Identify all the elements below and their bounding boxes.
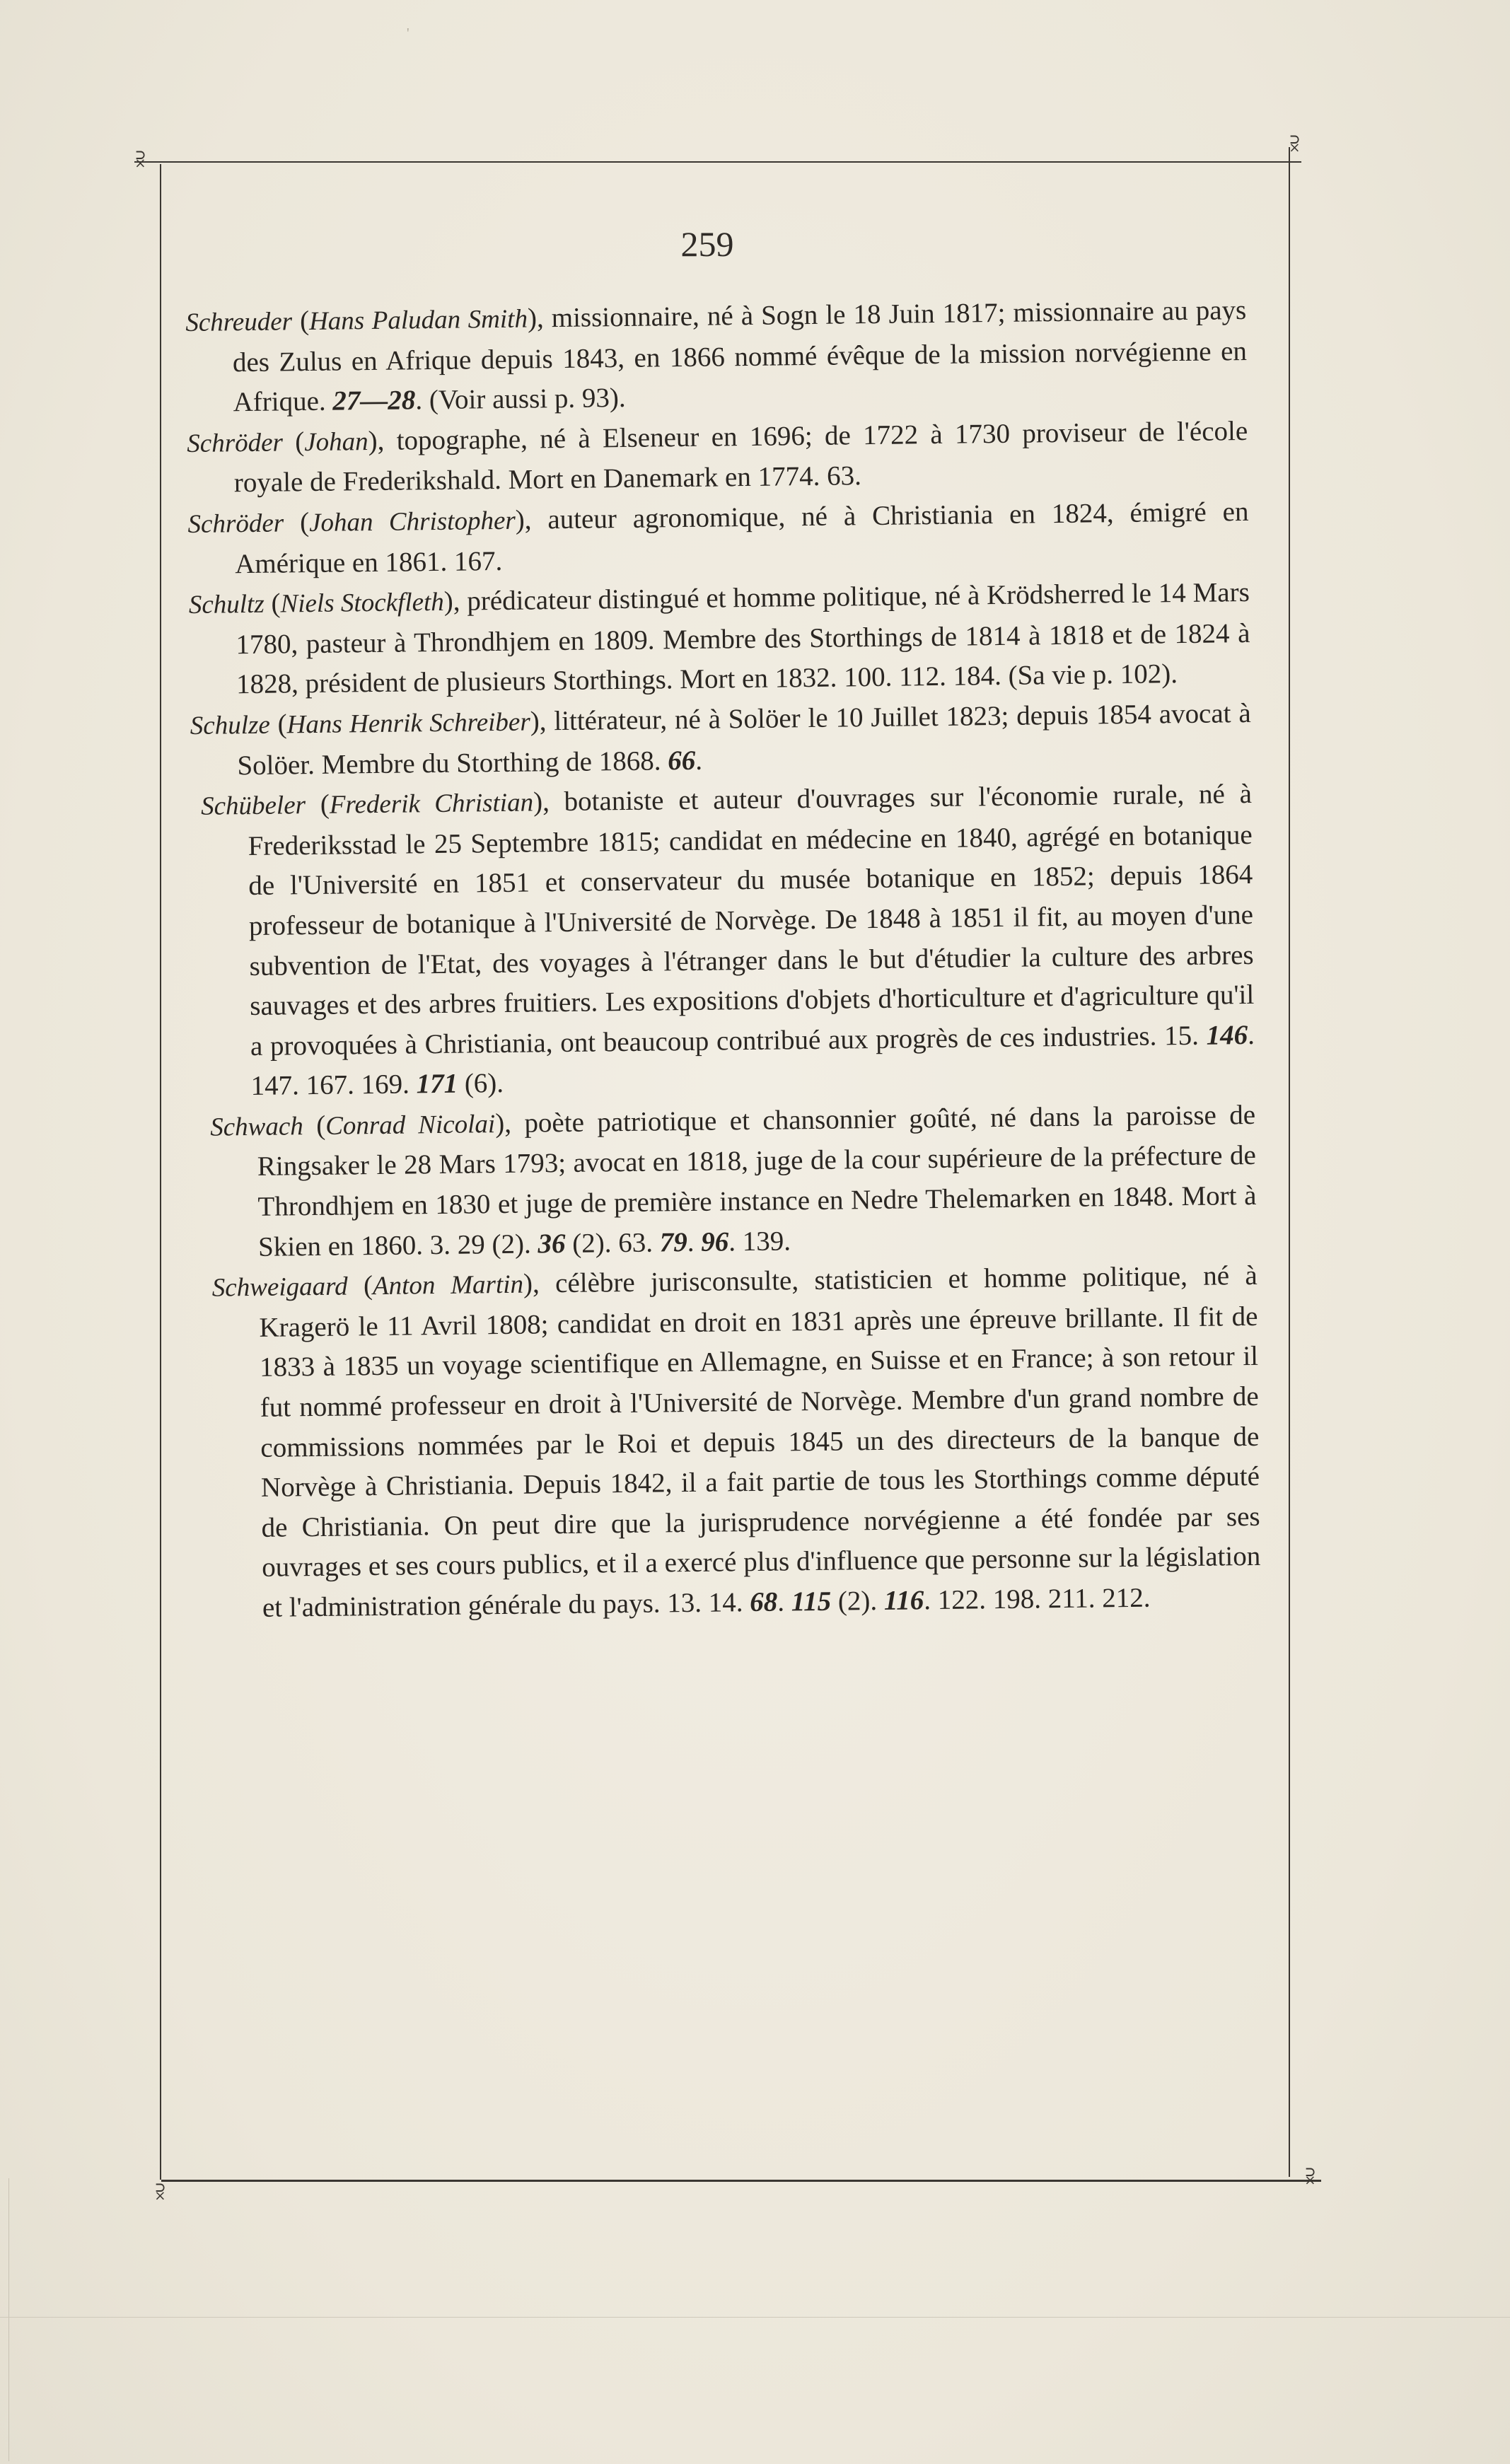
entry-surname: Schübeler: [200, 791, 306, 821]
entry-text-continued: . 122. 198. 211. 212.: [923, 1582, 1151, 1616]
entry-surname: Schröder: [187, 509, 284, 539]
bold-reference: 96: [700, 1226, 729, 1257]
entry-surname: Schröder: [187, 428, 284, 458]
entry-text-continued: .: [687, 1226, 702, 1257]
entry-text-continued: (6).: [457, 1068, 504, 1099]
entry-surname: Schreuder: [185, 307, 293, 337]
frame-rule-left: [160, 164, 161, 2180]
entry-schultz: Schultz (Niels Stockfleth), prédicateur distingué et homme politique, né à Krödsherred le 14 Mars 1780, pasteur à Throndhjem en 1809. Membre des Storthings de 1814 à 1818 et de 1824 à 1828, président de plusieurs Storthings. Mort en 1832. 100. 112. 184. (Sa vie p. 102).: [188, 577, 1250, 700]
entry-text-continued: . 139.: [728, 1226, 791, 1257]
entry-schweigaard: Schweigaard (Anton Martin), célèbre jurisconsulte, statisticien et homme politique, né à Kragerö le 11 Avril 1808; candidat en droit en 1831 après une épreuve brillante. Il fit de 1833 à 1835 un voyage scientifique en Allemagne, en Suisse et en France; à son retour il fut nommé professeur en droit à l'Université de Norvège. Membre d'un grand nombre de commissions nommées par le Roi et depuis 1845 un des directeurs de la banque de Norvège à Christiania. Depuis 1842, il a fait partie de tous les Storthings comme député de Christiania. On peut dire que la jurisprudence norvégienne a été fondée par ses ouvrages et ses cours publics, et il a exercé plus d'influence que personne sur la législation et l'administration générale du pays. 13. 14. 68. 115 (2). 116. 122. 198. 211. 212.: [211, 1260, 1261, 1623]
entry-given-name: Frederik Christian: [329, 788, 534, 820]
bold-reference: 146: [1206, 1019, 1248, 1051]
entry-given-name: Anton Martin: [372, 1269, 524, 1301]
entry-text: , poète patriotique et chansonnier goûté, né dans la paroisse de Ringsaker le 28 Mars 1793; avocat en 1818, juge de la cour supérieure de la préfecture de Throndhjem en 1830 et juge de première instance en Nedre Thelemarken en 1848. Mort à Skien en 1860. 3. 29 (2).: [257, 1099, 1257, 1262]
bold-reference: 68: [750, 1586, 778, 1618]
page-edge-line: [0, 2317, 1510, 2318]
entry-schubeler: Schübeler (Frederik Christian), botaniste et auteur d'ouvrages sur l'économie rurale, né à Frederiksstad le 25 Septembre 1815; candidat en médecine en 1840, agrégé en botanique de l'Université en 1851 et conservateur du musée botanique en 1852; depuis 1864 professeur de botanique à l'Université de Norvège. De 1848 à 1851 il fit, au moyen d'une subvention de l'Etat, des voyages à l'étranger dans le but d'étudier la culture des arbres sauvages et des arbres fruitiers. Les expositions d'objets d'horticulture et d'agriculture qu'il a provoquées à Christiania, ont beaucoup contribué aux progrès de ces industries. 15. 146. 147. 167. 169. 171 (6).: [200, 779, 1255, 1102]
entry-text: , topographe, né à Elseneur en 1696; de 1722 à 1730 proviseur de l'école royale de Frederikshald. Mort en Danemark en 1774. 63.: [233, 415, 1248, 499]
entry-given-name: Niels Stockfleth: [280, 588, 445, 619]
bold-reference: 66: [667, 745, 696, 776]
corner-ornament-top-left: ⫂: [136, 149, 146, 172]
bold-reference: 116: [883, 1585, 924, 1616]
entry-text: , auteur agronomique, né à Christiania en 1824, émigré en Amérique en 1861. 167.: [234, 496, 1249, 579]
frame-rule-right: [1289, 147, 1290, 2177]
corner-ornament-bottom-right: ⫂: [1306, 2166, 1316, 2189]
entry-schroder-johan-christopher: Schröder (Johan Christopher), auteur agronomique, né à Christiania en 1824, émigré en Amérique en 1861. 167.: [187, 496, 1249, 579]
bold-reference: 27—28: [332, 385, 416, 417]
page-number: 259: [680, 224, 734, 264]
entry-text-continued: (2).: [830, 1585, 885, 1617]
entry-schroder-johan: Schröder (Johan), topographe, né à Elseneur en 1696; de 1722 à 1730 proviseur de l'école royale de Frederikshald. Mort en Danemark en 1774. 63.: [187, 415, 1248, 499]
bold-reference: 36: [538, 1228, 566, 1260]
margin-mark: ': [407, 25, 410, 41]
entry-given-name: Conrad Nicolai: [325, 1109, 496, 1141]
frame-rule-bottom: [161, 2180, 1321, 2182]
entry-given-name: Johan Christopher: [308, 506, 516, 538]
entry-text: , prédicateur distingué et homme politique, né à Krödsherred le 14 Mars 1780, pasteur à Throndhjem en 1809. Membre des Storthings de 1814 à 1818 et de 1824 à 1828, président de plusieurs Storthings. Mort en 1832. 100. 112. 184. (Sa vie p. 102).: [236, 577, 1250, 700]
entry-surname: Schweigaard: [211, 1272, 348, 1303]
entry-text: , célèbre jurisconsulte, statisticien et homme politique, né à Kragerö le 11 Avril 1808; candidat en droit en 1831 après une épreuve brillante. Il fit de 1833 à 1835 un voyage scientifique en Allemagne, en Suisse et en France; à son retour il fut nommé professeur en droit à l'Université de Norvège. Membre d'un grand nombre de commissions nommées par le Roi et depuis 1845 un des directeurs de la banque de Norvège à Christiania. Depuis 1842, il a fait partie de tous les Storthings comme député de Christiania. On peut dire que la jurisprudence norvégienne a été fondée par ses ouvrages et ses cours publics, et il a exercé plus d'influence que personne sur la législation et l'administration générale du pays. 13. 14.: [259, 1260, 1261, 1623]
entry-surname: Schultz: [188, 589, 265, 620]
entry-given-name: Johan: [303, 426, 368, 457]
entry-given-name: Hans Paludan Smith: [308, 304, 528, 337]
entry-text: , missionnaire, né à Sogn le 18 Juin 1817; missionnaire au pays des Zulus en Afrique depuis 1843, en 1866 nommé évêque de la mission norvégienne en Afrique.: [232, 294, 1248, 418]
entry-text-continued: . (Voir aussi p. 93).: [415, 383, 626, 416]
entry-text-continued: . 147. 167. 169.: [250, 1019, 1255, 1102]
frame-rule-top: [134, 161, 1301, 163]
entry-surname: Schulze: [190, 710, 271, 740]
entry-schreuder: Schreuder (Hans Paludan Smith), missionnaire, né à Sogn le 18 Juin 1817; missionnaire au pays des Zulus en Afrique depuis 1843, en 1866 nommé évêque de la mission norvégienne en Afrique. 27—28. (Voir aussi p. 93).: [185, 294, 1248, 418]
entry-surname: Schwach: [209, 1112, 303, 1142]
entry-text: , littérateur, né à Solöer le 10 Juillet 1823; depuis 1854 avocat à Solöer. Membre du Storthing de 1868.: [237, 697, 1251, 781]
entry-text-continued: .: [777, 1586, 791, 1617]
bold-reference: 171: [416, 1068, 458, 1100]
corner-ornament-bottom-left: ⫂: [156, 2181, 165, 2204]
entry-text-continued: (2). 63.: [565, 1227, 660, 1259]
corner-ornament-top-right: ⫂: [1290, 133, 1300, 156]
entry-schwach: Schwach (Conrad Nicolai), poète patriotique et chansonnier goûté, né dans la paroisse de Ringsaker le 28 Mars 1793; avocat en 1818, juge de la cour supérieure de la préfecture de Throndhjem en 1830 et juge de première instance en Nedre Thelemarken en 1848. Mort à Skien en 1860. 3. 29 (2). 36 (2). 63. 79. 96. 139.: [209, 1099, 1257, 1262]
entry-list: [185, 291, 1261, 1629]
bold-reference: 79: [659, 1226, 687, 1258]
page-edge-trim: [0, 2178, 9, 2461]
bold-reference: 115: [791, 1586, 832, 1617]
entry-given-name: Hans Henrik Schreiber: [286, 707, 530, 740]
entry-text-continued: .: [695, 745, 703, 776]
entry-schulze: Schulze (Hans Henrik Schreiber), littérateur, né à Solöer le 10 Juillet 1823; depuis 1854 avocat à Solöer. Membre du Storthing de 1868. 66.: [190, 697, 1251, 781]
entry-text: , botaniste et auteur d'ouvrages sur l'économie rurale, né à Frederiksstad le 25 Septembre 1815; candidat en médecine en 1840, agrégé en botanique de l'Université en 1851 et conservateur du musée botanique en 1852; depuis 1864 professeur de botanique à l'Université de Norvège. De 1848 à 1851 il fit, au moyen d'une subvention de l'Etat, des voyages à l'étranger dans le but d'étudier la culture des arbres sauvages et des arbres fruitiers. Les expositions d'objets d'horticulture et d'agriculture qu'il a provoquées à Christiania, ont beaucoup contribué aux progrès de ces industries. 15.: [248, 779, 1255, 1062]
